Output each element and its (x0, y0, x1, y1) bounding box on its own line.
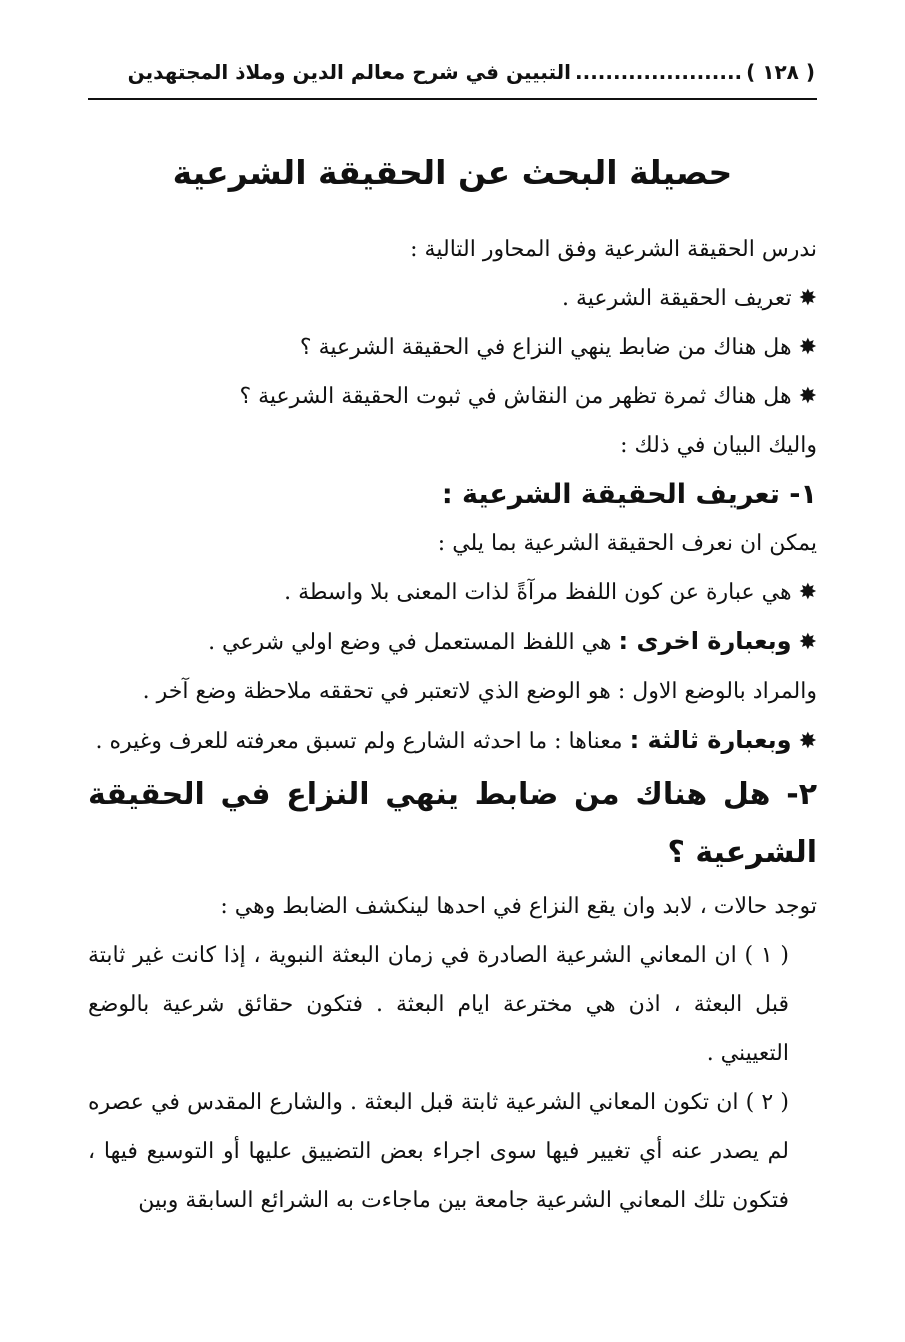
definition-item (88, 716, 817, 766)
definition-text: معناها : ما احدثه الشارع ولم تسبق معرفته للعرف وغيره . (95, 729, 623, 754)
axis-item (88, 323, 817, 372)
definition-text: هي عبارة عن كون اللفظ مرآةً لذات المعنى بلا واسطة . (284, 580, 792, 605)
definition-note: والمراد بالوضع الاول : هو الوضع الذي لاتعتبر في تحققه ملاحظة وضع آخر . (142, 679, 817, 704)
star-bullet-icon: ✸ (798, 384, 817, 409)
case-paragraph: ( ٢ ) ان تكون المعاني الشرعية ثابتة قبل البعثة . والشارع المقدس في عصره لم يصدر عنه أي تغيير فيها سوى اجراء بعض التضييق عليها أو التوسيع فيها ، فتكون تلك المعاني الشرعية جامعة بين ماجاءت به الشرائع السابقة وبين (88, 1090, 789, 1213)
star-bullet-icon: ✸ (798, 580, 817, 605)
header-rule (88, 98, 817, 100)
axis-item-text: تعريف الحقيقة الشرعية . (561, 286, 792, 311)
explanation-line: واليك البيان في ذلك : (620, 433, 817, 458)
header-dots: ...................... (575, 60, 743, 84)
star-bullet-icon: ✸ (798, 630, 817, 655)
case-paragraph: ( ١ ) ان المعاني الشرعية الصادرة في زمان البعثة النبوية ، إذا كانت غير ثابتة قبل البعثة ، اذن هي مخترعة ايام البعثة . فتكون حقائق شرعية بالوضع التعييني . (88, 943, 789, 1066)
definition-item (88, 617, 817, 667)
star-bullet-icon: ✸ (798, 729, 817, 754)
star-bullet-icon: ✸ (798, 286, 817, 311)
axis-item (88, 372, 817, 421)
definition-label: وبعبارة ثالثة : (629, 726, 792, 754)
page-number: ( ١٢٨ ) (746, 60, 815, 84)
running-header (92, 52, 815, 92)
section1-intro: يمكن ان نعرف الحقيقة الشرعية بما يلي : (437, 531, 817, 556)
intro-paragraph: ندرس الحقيقة الشرعية وفق المحاور التالية : (410, 237, 817, 262)
star-bullet-icon: ✸ (798, 335, 817, 360)
definition-text: هي اللفظ المستعمل في وضع اولي شرعي . (208, 630, 612, 655)
definition-item (88, 568, 817, 617)
definition-label: وبعبارة اخرى : (618, 627, 792, 655)
section1-heading: ١- تعريف الحقيقة الشرعية : (441, 479, 817, 510)
book-title: التبيين في شرح معالم الدين وملاذ المجتهدين (127, 60, 571, 84)
axis-item-text: هل هناك من ضابط ينهي النزاع في الحقيقة الشرعية ؟ (299, 335, 792, 360)
axis-item (88, 274, 817, 323)
section2-intro: توجد حالات ، لابد وان يقع النزاع في احدها لينكشف الضابط وهي : (220, 894, 817, 919)
section-title: حصيلة البحث عن الحقيقة الشرعية (172, 153, 733, 192)
axis-item-text: هل هناك ثمرة تظهر من النقاش في ثبوت الحقيقة الشرعية ؟ (239, 384, 792, 409)
section2-heading: ٢- هل هناك من ضابط ينهي النزاع في الحقيقة الشرعية ؟ (88, 777, 817, 870)
page-body (88, 225, 817, 1225)
